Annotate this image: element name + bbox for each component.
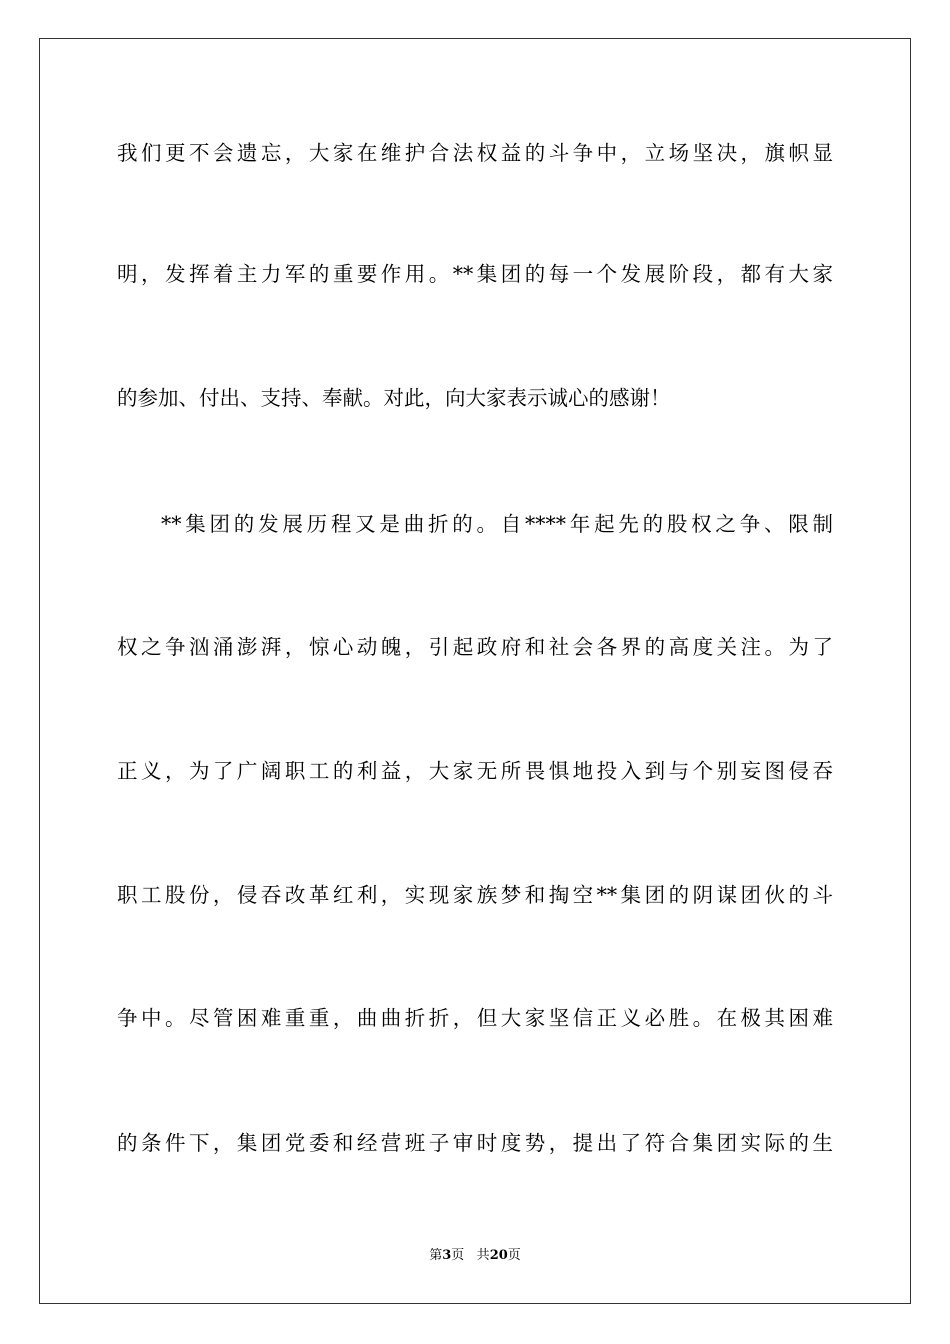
- text-line-9: 的条件下，集团党委和经营班子审时度势，提出了符合集团实际的生: [117, 1131, 833, 1155]
- text-line-3: 的参加、付出、支持、奉献。对此，向大家表示诚心的感谢！: [117, 386, 671, 410]
- text-line-4: **集团的发展历程又是曲折的。自****年起先的股权之争、限制: [161, 512, 833, 536]
- page-total: 20: [489, 1248, 508, 1263]
- page-current: 3: [442, 1248, 452, 1263]
- page-suffix: 页: [451, 1248, 465, 1263]
- text-line-8: 争中。尽管困难重重，曲曲折折，但大家坚信正义必胜。在极其困难: [117, 1006, 833, 1030]
- text-line-7: 职工股份，侵吞改革红利，实现家族梦和掏空**集团的阴谋团伙的斗: [117, 883, 833, 907]
- text-line-5: 权之争汹涌澎湃，惊心动魄，引起政府和社会各界的高度关注。为了: [117, 635, 833, 659]
- page-footer: [0, 1246, 950, 1266]
- text-line-2: 明，发挥着主力军的重要作用。**集团的每一个发展阶段，都有大家: [117, 262, 833, 286]
- total-suffix: 页: [507, 1248, 521, 1263]
- text-line-6: 正义，为了广阔职工的利益，大家无所畏惧地投入到与个别妄图侵吞: [117, 759, 833, 783]
- page-border: [39, 38, 911, 1304]
- total-prefix: 共: [476, 1248, 490, 1263]
- text-line-1: 我们更不会遗忘，大家在维护合法权益的斗争中，立场坚决，旗帜显: [117, 141, 833, 165]
- page-prefix: 第: [429, 1248, 443, 1263]
